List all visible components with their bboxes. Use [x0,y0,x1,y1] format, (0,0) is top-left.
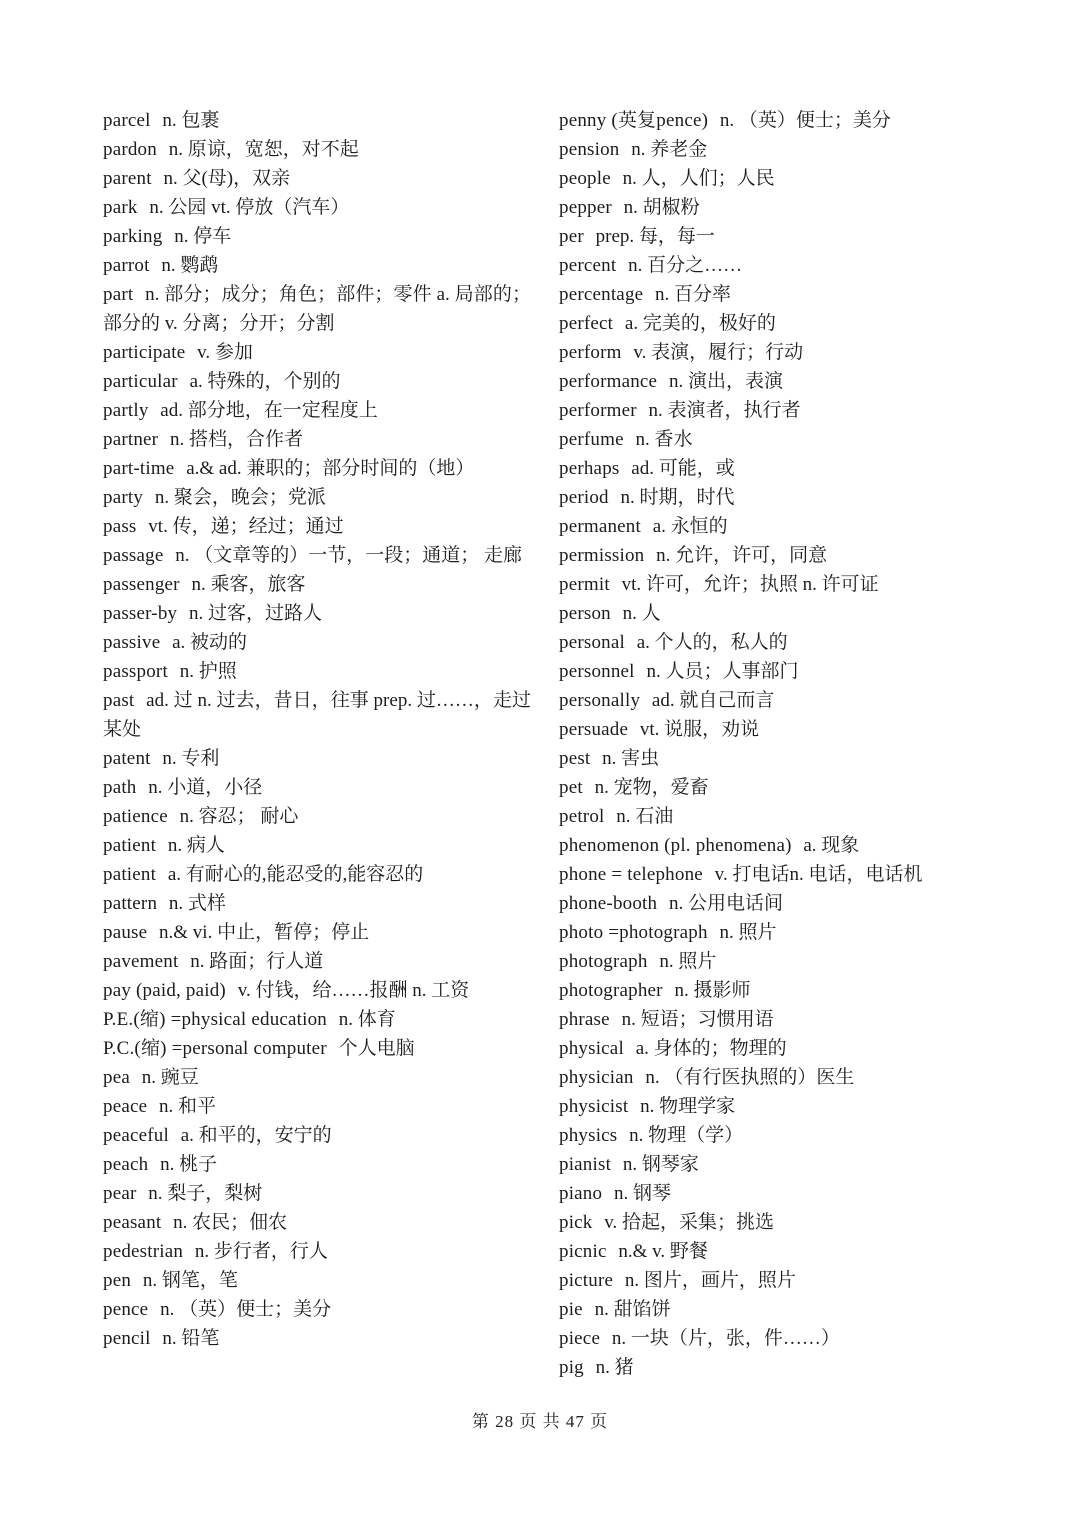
entry-part-time [103,454,531,483]
headword: pick [559,1212,593,1233]
definition: n. 包裹 [162,110,220,131]
headword: perform [559,342,622,363]
entry-pence [103,1295,531,1324]
definition: vt. 传，递；经过；通过 [148,516,344,537]
entry-pepper [559,193,1011,222]
definition: ad. 过 n. 过去，昔日，往事 prep. 过……，走过某处 [103,690,531,740]
headword: part [103,284,134,305]
headword: P.E.(缩) =physical education [103,1009,328,1030]
entry-pattern [103,889,531,918]
headword: party [103,487,144,508]
entry-personal [559,628,1011,657]
definition: n. 路面；行人道 [190,951,324,972]
entry-pension [559,135,1011,164]
definition: n. 部分；成分；角色；部件；零件 a. 局部的；部分的 v. 分离；分开；分割 [103,284,531,334]
headword: peach [103,1154,149,1175]
headword: period [559,487,609,508]
definition: n. 过客，过路人 [189,603,323,624]
headword: part-time [103,458,175,479]
definition: n. 一块（片，张，件……） [611,1328,840,1349]
headword: participate [103,342,186,363]
entry-parcel [103,106,531,135]
headword: pardon [103,139,157,160]
entry-personally [559,686,1011,715]
entry-patient [103,831,531,860]
definition: n. 物理（学） [629,1125,744,1146]
definition: n. （有行医执照的）医生 [645,1067,855,1088]
definition: n. 停车 [174,226,232,247]
headword: parent [103,168,152,189]
entry-participate [103,338,531,367]
headword: parrot [103,255,150,276]
definition: n. 百分之…… [628,255,743,276]
headword: pet [559,777,583,798]
headword: partner [103,429,159,450]
entry-patient [103,860,531,889]
headword: parcel [103,110,151,131]
headword: performance [559,371,658,392]
entry-peace [103,1092,531,1121]
headword: people [559,168,611,189]
headword: physical [559,1038,624,1059]
entry-piece [559,1324,1011,1353]
headword: passive [103,632,161,653]
definition: n. 公用电话间 [669,893,784,914]
entry-peach [103,1150,531,1179]
headword: past [103,690,135,711]
definition: n. 鹦鹉 [161,255,219,276]
headword: performer [559,400,637,421]
definition: n. 害虫 [602,748,660,769]
headword: pen [103,1270,132,1291]
headword: passport [103,661,168,682]
entry-physicist [559,1092,1011,1121]
headword: phone-booth [559,893,658,914]
entry-pet [559,773,1011,802]
entry-peaceful [103,1121,531,1150]
entry-permit [559,570,1011,599]
definition: a.& ad. 兼职的；部分时间的（地） [186,458,475,479]
headword: permission [559,545,645,566]
entry-period [559,483,1011,512]
headword: pence [103,1299,149,1320]
definition: n. 照片 [659,951,717,972]
entry-pause [103,918,531,947]
definition: a. 身体的；物理的 [635,1038,787,1059]
definition: n. 父(母)，双亲 [163,168,291,189]
entry-people [559,164,1011,193]
definition: n. 桃子 [160,1154,218,1175]
entry-pedestrian [103,1237,531,1266]
entry-phone-booth [559,889,1011,918]
definition: a. 特殊的，个别的 [189,371,341,392]
entry-perhaps [559,454,1011,483]
headword: percent [559,255,617,276]
entry-percentage [559,280,1011,309]
definition: v. 付钱，给……报酬 n. 工资 [237,980,470,1001]
headword: pepper [559,197,612,218]
entry-past [103,686,531,744]
definition: n. 钢琴家 [622,1154,699,1175]
definition: ad. 部分地，在一定程度上 [160,400,378,421]
headword: parking [103,226,163,247]
entry-pencil [103,1324,531,1353]
entry-picture [559,1266,1011,1295]
entry-piano [559,1179,1011,1208]
headword: physician [559,1067,634,1088]
entry-physician [559,1063,1011,1092]
definition: n. 石油 [616,806,674,827]
headword: pianist [559,1154,612,1175]
definition: a. 个人的，私人的 [636,632,788,653]
right-column [559,106,1011,1382]
entry-per [559,222,1011,251]
headword: perhaps [559,458,620,479]
definition: n. 农民；佃农 [173,1212,288,1233]
definition: vt. 许可，允许；执照 n. 许可证 [621,574,879,595]
headword: pay (paid, paid) [103,980,226,1001]
entry-patent [103,744,531,773]
definition: a. 完美的，极好的 [624,313,776,334]
headword: partly [103,400,149,421]
headword: perfect [559,313,614,334]
entry-part [103,280,531,338]
definition: n. 人 [622,603,661,624]
entry-pardon [103,135,531,164]
entry-partly [103,396,531,425]
entry-path [103,773,531,802]
definition: n. 甜馅饼 [594,1299,671,1320]
headword: phone = telephone [559,864,703,885]
left-column [103,106,531,1382]
headword: peaceful [103,1125,169,1146]
headword: patience [103,806,168,827]
headword: passage [103,545,164,566]
headword: pie [559,1299,583,1320]
definition: n. 人，人们；人民 [622,168,775,189]
entry-photograph [559,947,1011,976]
entry-pavement [103,947,531,976]
headword: pavement [103,951,179,972]
entry-passenger [103,570,531,599]
headword: piano [559,1183,603,1204]
headword: physicist [559,1096,629,1117]
definition: vt. 说服，劝说 [639,719,760,740]
definition: n.& v. 野餐 [618,1241,708,1262]
definition: n. 式样 [168,893,226,914]
definition: n. 专利 [162,748,220,769]
entry-pianist [559,1150,1011,1179]
entry-performance [559,367,1011,396]
definition: n.& vi. 中止，暂停；停止 [159,922,370,943]
entry-photographer [559,976,1011,1005]
entry-passport [103,657,531,686]
entry-physical [559,1034,1011,1063]
entry-parrot [103,251,531,280]
entry-pea [103,1063,531,1092]
definition: v. 表演，履行；行动 [633,342,804,363]
definition: n. 物理学家 [640,1096,736,1117]
definition: n. 搭档，合作者 [169,429,303,450]
headword: passenger [103,574,180,595]
headword: per [559,226,584,247]
definition: n. 时期，时代 [620,487,735,508]
headword: photographer [559,980,663,1001]
definition: n. 香水 [635,429,693,450]
headword: phrase [559,1009,610,1030]
definition: v. 打电话n. 电话，电话机 [714,864,923,885]
definition: n. 容忍； 耐心 [179,806,299,827]
headword: picnic [559,1241,607,1262]
entry-perfume [559,425,1011,454]
page-footer: 第 28 页 共 47 页 [471,1412,609,1431]
definition: v. 拾起，采集；挑选 [604,1212,775,1233]
entry-pig [559,1353,1011,1382]
definition: n. 豌豆 [141,1067,199,1088]
entry-persuade [559,715,1011,744]
headword: piece [559,1328,601,1349]
definition: n. 病人 [167,835,225,856]
entry-phrase [559,1005,1011,1034]
headword: pea [103,1067,130,1088]
entry-park [103,193,531,222]
definition: n. 胡椒粉 [623,197,700,218]
headword: permit [559,574,610,595]
headword: path [103,777,137,798]
definition: ad. 就自己而言 [651,690,775,711]
headword: photo =photograph [559,922,708,943]
headword: penny (英复pence) [559,110,709,131]
entry-perform [559,338,1011,367]
entry-physics [559,1121,1011,1150]
headword: person [559,603,611,624]
entry-p.c.(缩) [103,1034,531,1063]
headword: peace [103,1096,148,1117]
headword: passer-by [103,603,178,624]
headword: particular [103,371,178,392]
headword: patient [103,835,157,856]
entry-personnel [559,657,1011,686]
definition: prep. 每，每一 [595,226,715,247]
headword: pest [559,748,591,769]
definition: n. 人员；人事部门 [646,661,799,682]
definition: n. 铅笔 [162,1328,220,1349]
entry-pen [103,1266,531,1295]
definition: n. 公园 vt. 停放（汽车） [149,197,350,218]
definition: n. 养老金 [631,139,708,160]
entry-phone [559,860,1011,889]
entry-phenomenon [559,831,1011,860]
headword: park [103,197,138,218]
headword: permanent [559,516,641,537]
definition: n. 钢笔，笔 [142,1270,238,1291]
entry-parent [103,164,531,193]
definition: a. 被动的 [172,632,248,653]
entry-party [103,483,531,512]
definition: n. 聚会，晚会；党派 [154,487,326,508]
entry-photo [559,918,1011,947]
entry-p.e.(缩) [103,1005,531,1034]
entry-passer-by [103,599,531,628]
entry-permission [559,541,1011,570]
definition: n. 图片，画片，照片 [624,1270,796,1291]
definition: n. 乘客，旅客 [191,574,306,595]
definition: a. 有耐心的,能忍受的,能容忍的 [167,864,424,885]
entry-patience [103,802,531,831]
headword: pass [103,516,137,537]
definition: a. 和平的，安宁的 [180,1125,332,1146]
entry-partner [103,425,531,454]
headword: pattern [103,893,158,914]
definition: n. 步行者，行人 [194,1241,328,1262]
definition: n. 钢琴 [613,1183,671,1204]
headword: picture [559,1270,614,1291]
entry-picnic [559,1237,1011,1266]
entry-passive [103,628,531,657]
entry-pick [559,1208,1011,1237]
headword: pig [559,1357,584,1378]
definition: 个人电脑 [338,1038,415,1059]
entry-pie [559,1295,1011,1324]
headword: personally [559,690,641,711]
headword: phenomenon (pl. phenomena) [559,835,792,856]
headword: patent [103,748,151,769]
entry-passage [103,541,531,570]
headword: pension [559,139,620,160]
definition: ad. 可能，或 [631,458,735,479]
definition: n. 照片 [719,922,777,943]
definition: n. 表演者，执行者 [648,400,801,421]
definition: v. 参加 [197,342,253,363]
definition: a. 现象 [803,835,860,856]
definition: n. 和平 [159,1096,217,1117]
entry-pay [103,976,531,1005]
entry-peasant [103,1208,531,1237]
definition: n. 百分率 [655,284,732,305]
definition: n. （文章等的）一节，一段；通道； 走廊 [175,545,523,566]
entry-person [559,599,1011,628]
entry-perfect [559,309,1011,338]
entry-pest [559,744,1011,773]
entry-pear [103,1179,531,1208]
headword: pause [103,922,148,943]
entry-performer [559,396,1011,425]
definition: a. 永恒的 [652,516,728,537]
entry-permanent [559,512,1011,541]
definition: n. 短语；习惯用语 [621,1009,774,1030]
headword: pear [103,1183,137,1204]
headword: percentage [559,284,644,305]
definition: n. 原谅，宽恕，对不起 [168,139,359,160]
headword: persuade [559,719,629,740]
entry-percent [559,251,1011,280]
definition: n. 摄影师 [674,980,751,1001]
headword: P.C.(缩) =personal computer [103,1038,327,1059]
entry-penny [559,106,1011,135]
headword: personal [559,632,625,653]
headword: pedestrian [103,1241,184,1262]
headword: photograph [559,951,648,972]
entry-parking [103,222,531,251]
definition: n. 猪 [595,1357,634,1378]
definition: n. 演出，表演 [668,371,783,392]
headword: physics [559,1125,618,1146]
headword: petrol [559,806,605,827]
entry-pass [103,512,531,541]
headword: peasant [103,1212,162,1233]
headword: patient [103,864,157,885]
definition: n. （英）便士；美分 [160,1299,332,1320]
definition: n. 梨子，梨树 [148,1183,263,1204]
definition: n. 小道，小径 [148,777,263,798]
definition: n. 护照 [179,661,237,682]
entry-petrol [559,802,1011,831]
headword: pencil [103,1328,151,1349]
entry-particular [103,367,531,396]
definition: n. 体育 [338,1009,396,1030]
definition: n. 宠物，爱畜 [594,777,709,798]
headword: perfume [559,429,624,450]
headword: personnel [559,661,635,682]
definition: n. 允许，许可，同意 [656,545,828,566]
definition: n. （英）便士；美分 [719,110,891,131]
